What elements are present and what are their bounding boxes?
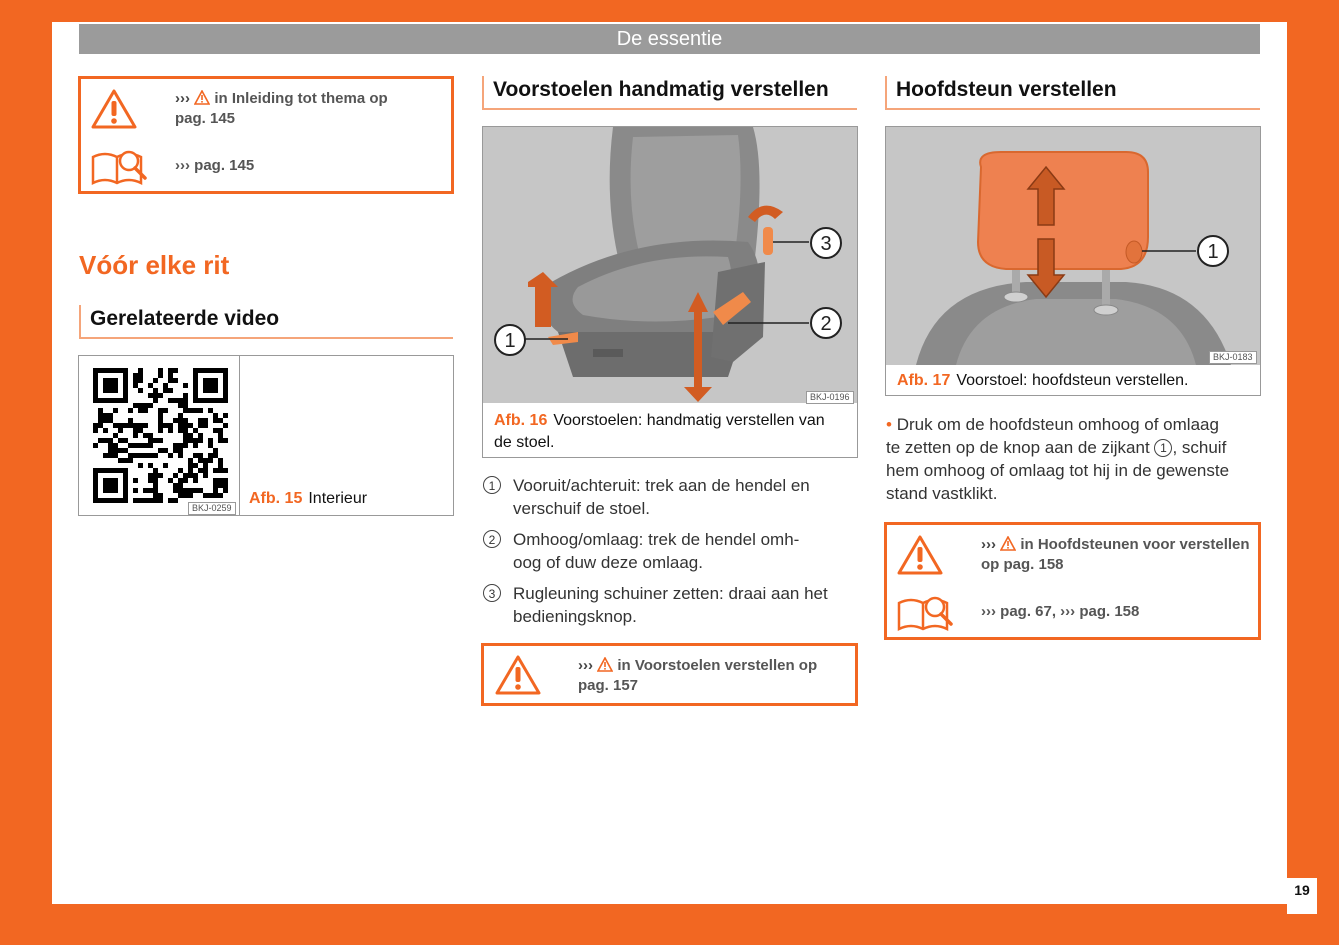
qr-code[interactable] — [79, 356, 240, 515]
reference-arrows: ››› — [578, 657, 593, 674]
warning-link[interactable]: in Hoofdsteunen voor verstellen — [1020, 536, 1250, 553]
warning-icon — [896, 534, 944, 576]
subsection-title: Hoofdsteun verstellen — [885, 76, 1260, 110]
callout-1: 1 — [504, 330, 516, 352]
figure-caption: Voorstoelen: handmatig verstellen van — [553, 412, 825, 429]
callout-1: 1 — [1207, 241, 1219, 263]
figure-code: BKJ-0196 — [806, 391, 854, 404]
figure-label: Afb. 15 — [249, 490, 303, 507]
figure-caption-cont: de stoel. — [494, 434, 555, 451]
figure-caption: Voorstoel: hoofdsteun verstellen. — [956, 372, 1189, 389]
warning-icon — [90, 88, 138, 130]
section-heading: Vóór elke rit — [79, 250, 230, 280]
warning-box — [884, 522, 1261, 640]
warning-link-page[interactable]: pag. 145 — [175, 110, 236, 127]
manual-search-icon — [895, 593, 955, 633]
inline-callout: 1 — [1154, 439, 1172, 457]
instruction-paragraph: • Druk om de hoofdsteun omhoog of omlaag te zetten op de knop aan de zijkant 1 , schuif hem omhoog of omlaag tot hij in de gewenste stand vastklikt. — [886, 415, 1230, 503]
warning-box — [78, 76, 454, 194]
figure-seat — [482, 126, 858, 458]
subsection-title: Gerelateerde video — [79, 305, 453, 339]
figure-label: Afb. 16 — [494, 412, 548, 429]
item-number: 2 — [483, 530, 501, 548]
warning-box — [481, 643, 858, 706]
reference-arrows: ››› — [981, 536, 996, 553]
figure-code: BKJ-0183 — [1209, 351, 1257, 364]
callout-3: 3 — [820, 233, 832, 255]
manual-search-icon — [89, 147, 149, 187]
figure-headrest — [885, 126, 1261, 396]
warning-small-icon — [597, 657, 613, 672]
warning-link-page[interactable]: op pag. 158 — [981, 556, 1064, 573]
bullet-icon: • — [886, 415, 892, 434]
item-number: 1 — [483, 476, 501, 494]
page-margin — [1287, 40, 1339, 904]
headrest-illustration — [886, 127, 1260, 365]
reference-arrows: ››› — [175, 90, 190, 107]
page-number: 19 — [1294, 882, 1310, 898]
warning-small-icon — [1000, 536, 1016, 551]
page-reference[interactable]: ››› pag. 67, ››› pag. 158 — [981, 603, 1140, 620]
figure-caption: Interieur — [308, 490, 368, 507]
warning-icon — [494, 654, 542, 696]
warning-link-page[interactable]: pag. 157 — [578, 677, 639, 694]
warning-link[interactable]: in Voorstoelen verstellen op — [617, 657, 818, 674]
chapter-header: De essentie — [79, 24, 1260, 54]
figure-qr — [78, 355, 454, 516]
seat-illustration — [483, 127, 857, 403]
callout-2: 2 — [820, 313, 832, 335]
warning-small-icon — [194, 90, 210, 105]
figure-label: Afb. 17 — [897, 372, 951, 389]
warning-link[interactable]: in Inleiding tot thema op — [214, 90, 388, 107]
page-reference[interactable]: ››› pag. 145 — [175, 157, 255, 174]
subsection-title: Voorstoelen handmatig verstellen — [482, 76, 857, 110]
item-number: 3 — [483, 584, 501, 602]
figure-code: BKJ-0259 — [188, 502, 236, 515]
